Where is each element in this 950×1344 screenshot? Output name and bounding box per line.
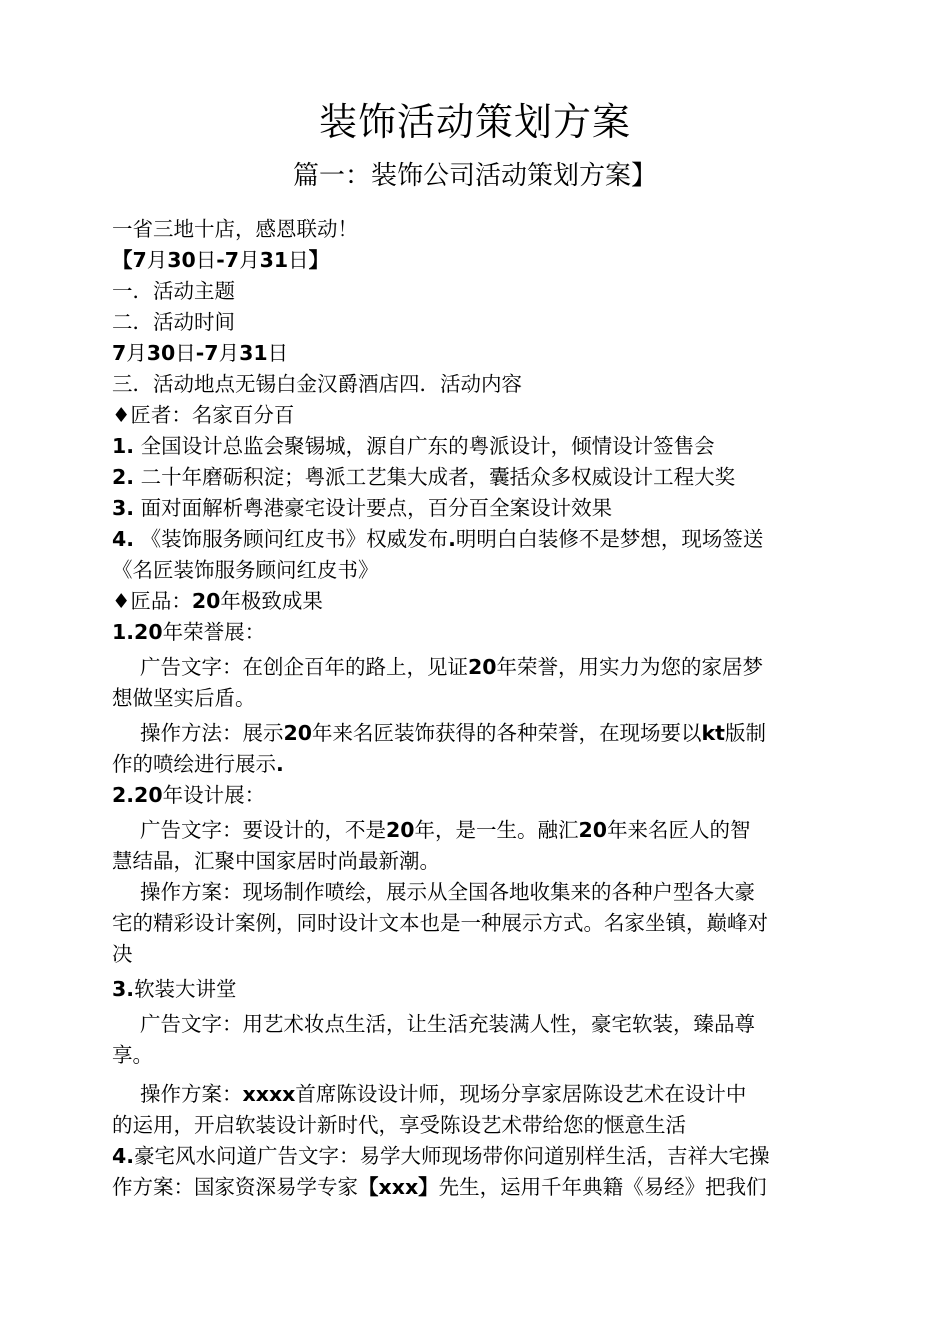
- paragraph-line: 3. 面对面解析粤港豪宅设计要点，百分百全案设计效果: [112, 496, 613, 520]
- paragraph-line: 作方案：国家资深易学专家【xxx】先生，运用千年典籍《易经》把我们: [112, 1175, 767, 1199]
- paragraph-line: 1.20年荣誉展：: [112, 620, 266, 644]
- paragraph-line: 广告文字：要设计的，不是20年，是一生。融汇20年来名匠人的智: [140, 818, 751, 842]
- paragraph-line: 操作方案：xxxx首席陈设设计师，现场分享家居陈设艺术在设计中: [140, 1082, 747, 1106]
- paragraph-line: 【7月30日-7月31日】: [112, 248, 330, 272]
- paragraph-line: 2.20年设计展：: [112, 783, 266, 807]
- paragraph-line: 操作方法：展示20年来名匠装饰获得的各种荣誉，在现场要以kt版制: [140, 721, 766, 745]
- document-body: [112, 214, 862, 1203]
- paragraph-line: 的运用，开启软装设计新时代，享受陈设艺术带给您的惬意生活: [112, 1113, 686, 1137]
- paragraph-line: 7月30日-7月31日: [112, 341, 289, 365]
- paragraph-line: 1. 全国设计总监会聚锡城，源自广东的粤派设计，倾情设计签售会: [112, 434, 715, 458]
- paragraph-line: 一省三地十店，感恩联动！: [112, 217, 358, 241]
- paragraph-line: 享。: [112, 1043, 153, 1067]
- paragraph-line: 4. 《装饰服务顾问红皮书》权威发布.明明白白装修不是梦想，现场签送: [112, 527, 764, 551]
- paragraph-line: 广告文字：用艺术妆点生活，让生活充装满人性，豪宅软装，臻品尊: [140, 1012, 755, 1036]
- document-subtitle: 篇一：装饰公司活动策划方案】: [292, 161, 657, 191]
- paragraph-line: 决: [112, 942, 133, 966]
- paragraph-line: 慧结晶，汇聚中国家居时尚最新潮。: [112, 849, 440, 873]
- paragraph-line: 2. 二十年磨砺积淀；粤派工艺集大成者，囊括众多权威设计工程大奖: [112, 465, 736, 489]
- paragraph-line: 3.软装大讲堂: [112, 977, 237, 1001]
- paragraph-line: 《名匠装饰服务顾问红皮书》: [112, 558, 379, 582]
- paragraph-line: 宅的精彩设计案例，同时设计文本也是一种展示方式。名家坐镇，巅峰对: [112, 911, 768, 935]
- paragraph-line: 广告文字：在创企百年的路上，见证20年荣誉，用实力为您的家居梦: [140, 655, 764, 679]
- paragraph-line: 操作方案：现场制作喷绘，展示从全国各地收集来的各种户型各大豪: [140, 880, 755, 904]
- paragraph-line: 一．活动主题: [112, 279, 235, 303]
- document-title: 装饰活动策划方案: [318, 100, 631, 144]
- paragraph-line: ♦匠品：20年极致成果: [112, 589, 323, 613]
- paragraph-line: 作的喷绘进行展示.: [112, 752, 284, 776]
- paragraph-line: 二．活动时间: [112, 310, 235, 334]
- paragraph-line: ♦匠者：名家百分百: [112, 403, 295, 427]
- paragraph-line: 三．活动地点无锡白金汉爵酒店四．活动内容: [112, 372, 522, 396]
- paragraph-line: 想做坚实后盾。: [112, 686, 256, 710]
- paragraph-line: 4.豪宅风水问道广告文字：易学大师现场带你问道别样生活，吉祥大宅操: [112, 1144, 770, 1168]
